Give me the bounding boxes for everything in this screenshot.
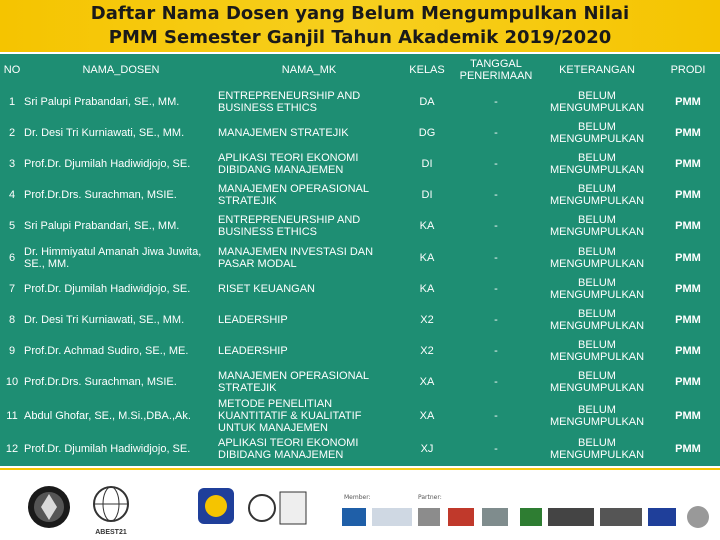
table-row: [0, 273, 720, 304]
cell-keterangan: BELUM MENGUMPULKAN: [549, 307, 645, 332]
footer-logos: [0, 470, 720, 540]
cell-dosen: Prof.Dr. Djumilah Hadiwidjojo, SE.: [24, 282, 191, 295]
cell-tanggal: -: [494, 251, 498, 264]
cell-dosen: Sri Palupi Prabandari, SE., MM.: [24, 95, 180, 108]
table-row: [0, 367, 720, 398]
cell-keterangan: BELUM MENGUMPULKAN: [549, 339, 645, 364]
abest21-logo: [88, 484, 134, 534]
cell-keterangan: BELUM MENGUMPULKAN: [549, 403, 645, 428]
cell-kelas: DI: [421, 157, 433, 170]
cell-dosen: Dr. Desi Tri Kurniawati, SE., MM.: [24, 126, 185, 139]
cell-mk: MANAJEMEN STRATEJIK: [218, 126, 349, 139]
cell-kelas: DI: [421, 189, 433, 202]
cell-keterangan: BELUM MENGUMPULKAN: [549, 89, 645, 114]
cell-tanggal: -: [494, 409, 498, 422]
lecturer-table-panel: [0, 52, 720, 468]
partner-label: Partner:: [418, 494, 442, 501]
cell-mk: APLIKASI TEORI EKONOMI DIBIDANG MANAJEMEN: [218, 151, 359, 176]
table-row: [0, 148, 720, 179]
cell-prodi: PMM: [675, 189, 701, 202]
cell-tanggal: -: [494, 95, 498, 108]
cell-kelas: KA: [419, 220, 435, 233]
cell-no: 4: [8, 189, 16, 202]
cell-no: 11: [6, 409, 18, 422]
lecturer-table: [0, 54, 720, 465]
cell-tanggal: -: [494, 157, 498, 170]
cell-dosen: Dr. Himmiyatul Amanah Jiwa Juwita, SE., MM.: [24, 245, 202, 270]
cell-dosen: Prof.Dr.Drs. Surachman, MSIE.: [24, 376, 177, 389]
cell-tanggal: -: [494, 443, 498, 456]
cell-mk: MANAJEMEN OPERASIONAL STRATEJIK: [218, 183, 369, 208]
cell-prodi: PMM: [675, 282, 701, 295]
cell-dosen: Dr. Desi Tri Kurniawati, SE., MM.: [24, 313, 185, 326]
cell-mk: ENTREPRENEURSHIP AND BUSINESS ETHICS: [218, 89, 361, 114]
header-dosen: NAMA_DOSEN: [82, 64, 160, 76]
cell-prodi: PMM: [675, 443, 701, 456]
cell-no: 9: [8, 345, 16, 358]
abest21-label: ABEST21: [95, 529, 127, 536]
cell-mk: ENTREPRENEURSHIP AND BUSINESS ETHICS: [218, 214, 361, 239]
page-title: [0, 2, 720, 50]
table-row: [0, 180, 720, 211]
table-row: [0, 434, 720, 465]
cell-dosen: Sri Palupi Prabandari, SE., MM.: [24, 220, 180, 233]
cell-kelas: X2: [420, 345, 434, 358]
cell-no: 6: [8, 251, 16, 264]
cell-prodi: PMM: [675, 345, 701, 358]
header-keterangan: KETERANGAN: [559, 64, 635, 76]
cell-keterangan: BELUM MENGUMPULKAN: [549, 120, 645, 145]
title-line-1: Daftar Nama Dosen yang Belum Mengumpulkan Nilai: [90, 3, 630, 24]
table-row: [0, 336, 720, 367]
cell-prodi: PMM: [675, 95, 701, 108]
cell-mk: LEADERSHIP: [218, 313, 288, 326]
cell-kelas: KA: [419, 282, 435, 295]
accreditation-logos-icon: [342, 504, 442, 530]
cell-keterangan: BELUM MENGUMPULKAN: [549, 214, 645, 239]
table-row: [0, 398, 720, 434]
cell-mk: APLIKASI TEORI EKONOMI DIBIDANG MANAJEMEN: [218, 437, 359, 462]
header-tanggal: TANGGAL PENERIMAAN: [459, 58, 533, 82]
cell-keterangan: BELUM MENGUMPULKAN: [549, 276, 645, 301]
cell-keterangan: BELUM MENGUMPULKAN: [549, 437, 645, 462]
cell-keterangan: BELUM MENGUMPULKAN: [549, 183, 645, 208]
cell-mk: METODE PENELITIAN KUANTITATIF & KUALITATIF UNTUK MANAJEMEN: [218, 397, 362, 434]
cell-kelas: DG: [418, 126, 436, 139]
cell-tanggal: -: [494, 126, 498, 139]
cell-keterangan: BELUM MENGUMPULKAN: [549, 151, 645, 176]
cell-kelas: KA: [419, 251, 435, 264]
header-kelas: KELAS: [409, 64, 445, 76]
iso-certification-icon: [246, 484, 310, 532]
cell-tanggal: -: [494, 220, 498, 233]
cell-prodi: PMM: [675, 376, 701, 389]
cell-dosen: Abdul Ghofar, SE., M.Si.,DBA.,Ak.: [24, 409, 191, 422]
university-crest-icon: [26, 484, 72, 530]
cell-tanggal: -: [494, 345, 498, 358]
table-row: [0, 211, 720, 242]
cell-prodi: PMM: [675, 220, 701, 233]
title-line-2: PMM Semester Ganjil Tahun Akademik 2019/2020: [108, 27, 612, 48]
cell-mk: MANAJEMEN INVESTASI DAN PASAR MODAL: [218, 245, 374, 270]
cell-prodi: PMM: [675, 251, 701, 264]
cell-no: 1: [8, 95, 16, 108]
cell-no: 5: [8, 220, 16, 233]
table-header-row: [0, 54, 720, 86]
cell-mk: LEADERSHIP: [218, 345, 288, 358]
cell-keterangan: BELUM MENGUMPULKAN: [549, 370, 645, 395]
table-body: [0, 86, 720, 465]
cell-mk: RISET KEUANGAN: [218, 282, 315, 295]
partner-logos-icon: [448, 502, 714, 532]
cell-tanggal: -: [494, 282, 498, 295]
cell-dosen: Prof.Dr. Djumilah Hadiwidjojo, SE.: [24, 443, 191, 456]
cell-keterangan: BELUM MENGUMPULKAN: [549, 245, 645, 270]
cell-dosen: Prof.Dr. Achmad Sudiro, SE., ME.: [24, 345, 189, 358]
cell-prodi: PMM: [675, 409, 701, 422]
table-row: [0, 304, 720, 335]
cell-kelas: X2: [420, 313, 434, 326]
cell-no: 7: [8, 282, 16, 295]
cell-no: 3: [8, 157, 16, 170]
cell-kelas: XA: [419, 409, 435, 422]
cell-prodi: PMM: [675, 313, 701, 326]
cell-kelas: XA: [419, 376, 435, 389]
cell-prodi: PMM: [675, 157, 701, 170]
cell-no: 2: [8, 126, 16, 139]
cell-prodi: PMM: [675, 126, 701, 139]
ub-logo-icon: [194, 484, 238, 528]
member-label: Member:: [344, 494, 371, 501]
cell-no: 12: [5, 443, 19, 456]
table-row: [0, 117, 720, 148]
globe-icon: [88, 484, 134, 524]
cell-kelas: DA: [419, 95, 435, 108]
header-prodi: PRODI: [670, 64, 706, 76]
cell-dosen: Prof.Dr. Djumilah Hadiwidjojo, SE.: [24, 157, 191, 170]
cell-tanggal: -: [494, 189, 498, 202]
cell-no: 8: [8, 313, 16, 326]
cell-tanggal: -: [494, 376, 498, 389]
cell-kelas: XJ: [420, 443, 434, 456]
header-no: NO: [3, 64, 21, 76]
cell-tanggal: -: [494, 313, 498, 326]
table-row: [0, 86, 720, 117]
header-mk: NAMA_MK: [281, 64, 337, 76]
cell-no: 10: [5, 376, 19, 389]
table-row: [0, 242, 720, 273]
cell-mk: MANAJEMEN OPERASIONAL STRATEJIK: [218, 370, 369, 395]
cell-dosen: Prof.Dr.Drs. Surachman, MSIE.: [24, 189, 177, 202]
